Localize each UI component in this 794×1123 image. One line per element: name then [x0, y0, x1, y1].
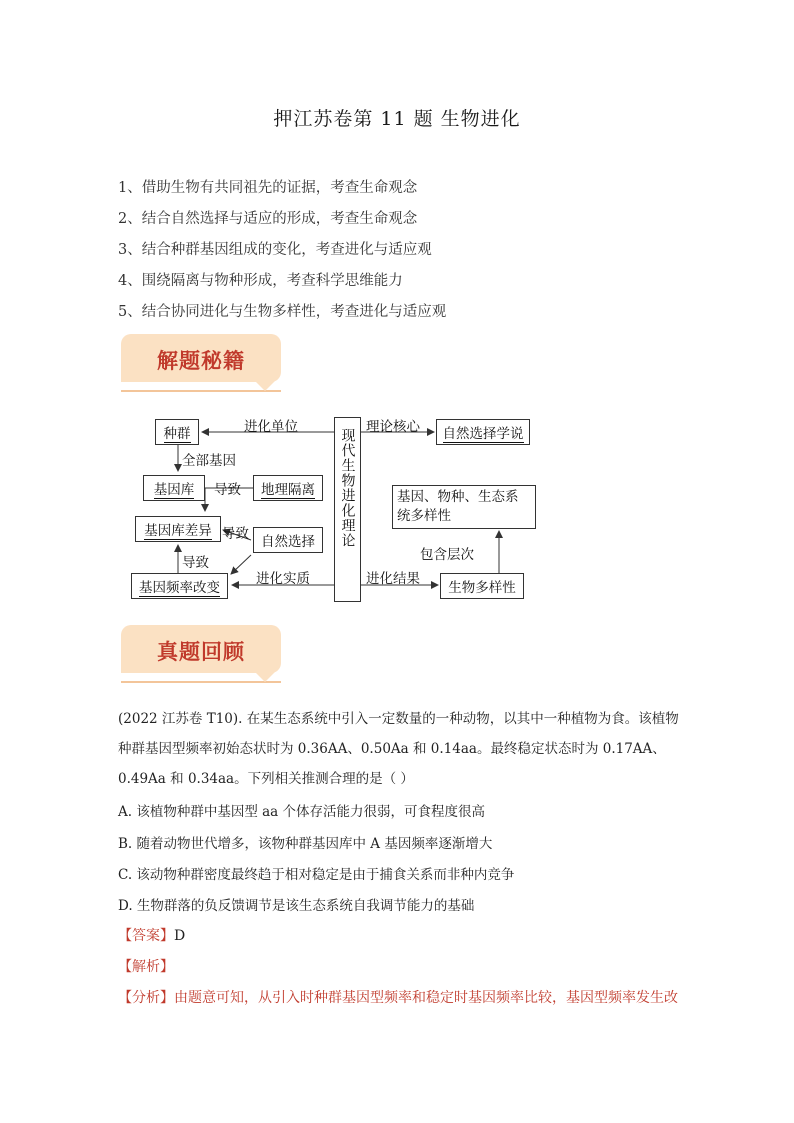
objective-5: 5、结合协同进化与生物多样性，考查进化与适应观: [118, 304, 447, 320]
banner-secrets: [121, 334, 281, 382]
label-contains-levels: 包含层次: [420, 547, 474, 563]
node-gene-frequency-change-label: 基因频率改变: [139, 576, 220, 597]
node-natural-selection-theory-label: 自然选择学说: [443, 422, 524, 443]
analysis-detail: [118, 987, 678, 1007]
option-b: B. 随着动物世代增多，该物种群基因库中 A 基因频率逐渐增大: [118, 836, 493, 852]
answer-value: D: [174, 928, 186, 944]
analysis-label: 【解析】: [118, 959, 174, 975]
node-gene-pool-difference-label: 基因库差异: [144, 519, 212, 540]
node-geographic-isolation-label: 地理隔离: [261, 478, 315, 499]
option-c: C. 该动物种群密度最终趋于相对稳定是由于捕食关系而非种内竞争: [118, 867, 515, 883]
node-gene-pool: [143, 475, 205, 501]
analysis-text: 由题意可知，从引入时种群基因型频率和稳定时基因频率比较，基因型频率发生改: [174, 990, 678, 1006]
label-evolution-essence: 进化实质: [256, 571, 310, 587]
answer-line: [118, 925, 185, 945]
node-geographic-isolation: [253, 475, 323, 501]
node-modern-evolution-theory: 现代生物进化理论: [334, 417, 361, 602]
question-stem: (2022 江苏卷 T10). 在某生态系统中引入一定数量的一种动物，以其中一种植物为食。该植物种群基因型频率初始态状时为 0.36AA、0.50Aa 和 0.14aa。最终稳定状态时为 0.17AA、0.49Aa 和 0.34aa。下列相关推测合理的是（ ）: [118, 711, 679, 787]
label-theory-core: 理论核心: [366, 419, 420, 435]
node-gene-frequency-change: [131, 573, 228, 599]
banner-review-label: 真题回顾: [157, 640, 245, 664]
analysis-tag: 【分析】: [118, 990, 174, 1006]
node-natural-selection-theory: [436, 419, 530, 445]
node-population-label: 种群: [164, 422, 191, 443]
node-natural-selection: 自然选择: [253, 527, 323, 553]
label-all-genes: 全部基因: [182, 453, 236, 469]
node-population: [155, 419, 199, 445]
concept-diagram: [118, 405, 548, 605]
banner-review: [121, 625, 281, 673]
label-lead-1: 导致: [214, 482, 241, 498]
analysis-line: [118, 956, 174, 976]
objective-1: 1、借助生物有共同祖先的证据，考查生命观念: [118, 180, 418, 196]
node-biodiversity-levels: 基因、物种、生态系统多样性: [392, 485, 536, 529]
option-a: A. 该植物种群中基因型 aa 个体存活能力很弱，可食程度很高: [118, 804, 486, 820]
label-lead-2: 导致: [222, 526, 249, 542]
label-evolution-unit: 进化单位: [244, 419, 298, 435]
objective-4: 4、围绕隔离与物种形成，考查科学思维能力: [118, 273, 403, 289]
objective-2: 2、结合自然选择与适应的形成，考查生命观念: [118, 211, 418, 227]
label-lead-3: 导致: [182, 555, 209, 571]
node-gene-pool-label: 基因库: [154, 478, 195, 499]
label-evolution-result: 进化结果: [366, 571, 420, 587]
node-gene-pool-difference: [135, 516, 221, 542]
objective-3: 3、结合种群基因组成的变化，考查进化与适应观: [118, 242, 432, 258]
page-title: 押江苏卷第 11 题 生物进化: [273, 108, 521, 130]
node-biodiversity: 生物多样性: [440, 573, 524, 599]
option-d: D. 生物群落的负反馈调节是该生态系统自我调节能力的基础: [118, 898, 475, 914]
answer-label: 【答案】: [118, 928, 174, 944]
banner-secrets-label: 解题秘籍: [157, 349, 245, 373]
